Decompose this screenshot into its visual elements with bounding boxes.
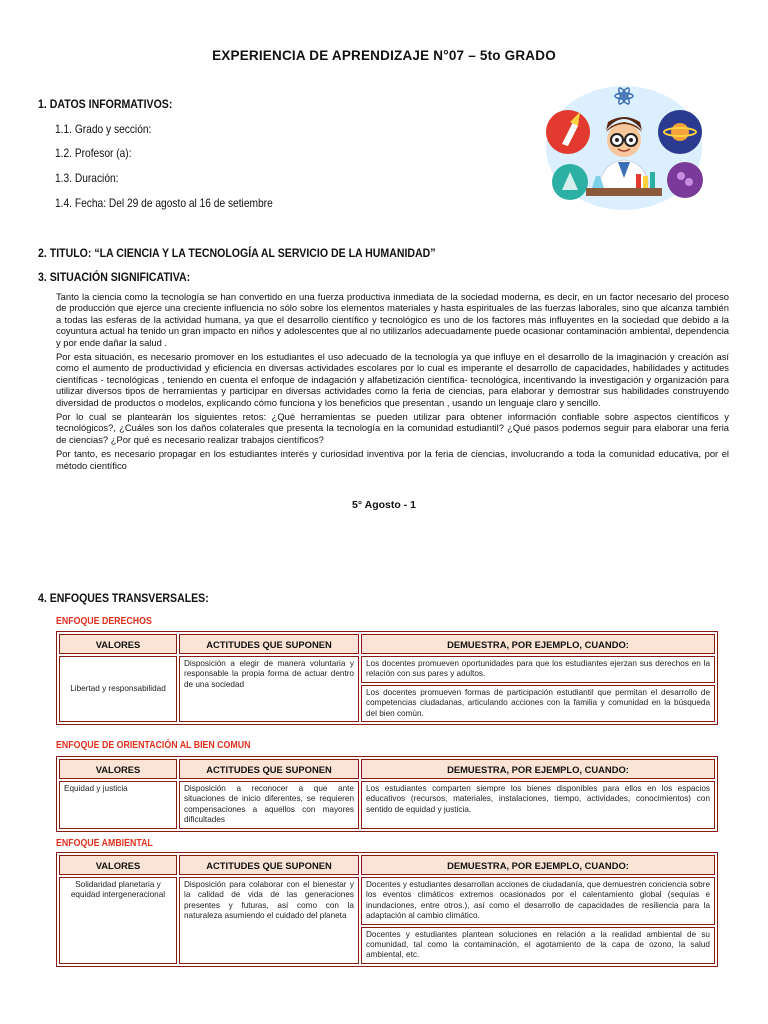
- enfoque-label-bien-comun: ENFOQUE DE ORIENTACIÓN AL BIEN COMUN: [56, 740, 251, 751]
- document-title: EXPERIENCIA DE APRENDIZAJE N°07 – 5to GRADO: [212, 48, 556, 63]
- header-demuestra: DEMUESTRA, POR EJEMPLO, CUANDO:: [361, 634, 715, 654]
- actitud-cell: Disposición para colaborar con el bienestar y la calidad de vida de las generaciones presentes y futuras, así como con la naturaleza asumiendo el cuidado del planeta: [179, 877, 359, 964]
- header-valores: VALORES: [59, 634, 177, 654]
- header-actitudes: ACTITUDES QUE SUPONEN: [179, 759, 359, 779]
- valor-cell: Libertad y responsabilidad: [59, 656, 177, 722]
- paragraph: Por esta situación, es necesario promover en los estudiantes el uso adecuado de la tecnología ya que influye en el desarrollo de la imaginación y creación así como el aumento de productividad y eficiencia en diversas actividades escolares por lo cual es imperante el desarrollo de capacidades, habilidades y actitudes científicas - tecnológicas , teniendo en cuenta el enfoque de indagación y alfabetización científica- tecnológica, incentivando la investigación y organización para utilizar diversos tipos de herramientas y participar en diversas actividades como la feria de ciencias, para elaborar y demostrar sus habilidades construyendo diversidad de productos o modelos, explicando cómo funciona y los beneficios que presentan , usando un lenguaje claro y sencillo.: [56, 351, 729, 408]
- ejemplo-cell: Docentes y estudiantes desarrollan acciones de ciudadanía, que demuestren conciencia sobre los eventos climáticos extremos ocasionados por el calentamiento global (sequías e inundaciones, entre otros.), así como el desarrollo de capacidades de resiliencia para la adaptación al cambio climático.: [361, 877, 715, 925]
- table-row: [59, 781, 715, 829]
- paragraph: Por lo cual se plantearán los siguientes retos: ¿Qué herramientas se pueden utilizar para obtener información confiable sobre aspectos científicos y tecnológicos?, ¿Cuáles son los daños colaterales que presenta la tecnología en la comunidad estudiantil? ¿Qué pasos podemos seguir para elaborar una feria de ciencias? ¿Por qué es necesario realizar trabajos científicos?: [56, 411, 729, 445]
- info-duracion: 1.3. Duración:: [55, 171, 119, 185]
- enfoque-label-ambiental: ENFOQUE AMBIENTAL: [56, 838, 153, 849]
- enfoque-table-bien-comun: [56, 756, 718, 832]
- header-valores: VALORES: [59, 759, 177, 779]
- enfoque-table-derechos: [56, 631, 718, 725]
- section-heading-enfoques: 4. ENFOQUES TRANSVERSALES:: [38, 591, 209, 605]
- section-heading-titulo: 2. TITULO: “LA CIENCIA Y LA TECNOLOGÍA AL SERVICIO DE LA HUMANIDAD”: [38, 246, 436, 260]
- ejemplo-cell: Docentes y estudiantes plantean soluciones en relación a la realidad ambiental de su comunidad, tal como la contaminación, el agotamiento de la capa de ozono, la salud ambiental, etc.: [361, 927, 715, 964]
- header-actitudes: ACTITUDES QUE SUPONEN: [179, 855, 359, 875]
- info-profesor: 1.2. Profesor (a):: [55, 146, 132, 160]
- section-heading-datos: 1. DATOS INFORMATIVOS:: [38, 97, 173, 111]
- situacion-paragraphs: [56, 291, 729, 474]
- valor-cell: Solidaridad planetaria y equidad intergeneracional: [59, 877, 177, 964]
- info-grado: 1.1. Grado y sección:: [55, 122, 152, 136]
- header-demuestra: DEMUESTRA, POR EJEMPLO, CUANDO:: [361, 855, 715, 875]
- header-actitudes: ACTITUDES QUE SUPONEN: [179, 634, 359, 654]
- table-row: [59, 877, 715, 925]
- paragraph: Tanto la ciencia como la tecnología se han convertido en una fuerza productiva inmediata de la sociedad moderna, es decir, en un factor necesario del proceso de producción que ejerce una creciente influencia no sólo sobre los elementos materiales y hasta espirituales de las fuerzas laborales, sino que alcanza también a todas las esferas de la actividad humana, ya que el desarrollo científico y tecnológico es uno de los factores más influyentes en la sociedad que debido a la coyuntura actual ha tenido un gran impacto en niños y adolescentes que al no utilizarlos adecuadamente puede ocasionar contaminación ambiental, dependencia y por ende dañar la salud .: [56, 291, 729, 348]
- ejemplo-cell: Los docentes promueven oportunidades para que los estudiantes ejerzan sus derechos en la relación con sus pares y adultos.: [361, 656, 715, 683]
- valor-cell: Equidad y justicia: [59, 781, 177, 829]
- header-valores: VALORES: [59, 855, 177, 875]
- table-row: [59, 656, 715, 683]
- ejemplo-cell: Los estudiantes comparten siempre los bienes disponibles para ellos en los espacios educativos (recursos, materiales, instalaciones, tiempo, actividades, conocimientos) con sentido de equidad y justicia.: [361, 781, 715, 829]
- enfoque-label-derechos: ENFOQUE DERECHOS: [56, 616, 152, 627]
- section-heading-situacion: 3. SITUACIÓN SIGNIFICATIVA:: [38, 270, 191, 284]
- enfoque-table-ambiental: [56, 852, 718, 967]
- header-demuestra: DEMUESTRA, POR EJEMPLO, CUANDO:: [361, 759, 715, 779]
- ejemplo-cell: Los docentes promueven formas de participación estudiantil que permitan el desarrollo de competencias ciudadanas, articulando acciones con la familia y comunidad en la búsqueda del bien común.: [361, 685, 715, 722]
- scientist-kid-illustration: [540, 82, 710, 218]
- actitud-cell: Disposición a reconocer a que ante situaciones de inicio diferentes, se requieren compensaciones a aquellos con mayores dificultades: [179, 781, 359, 829]
- actitud-cell: Disposición a elegir de manera voluntaria y responsable la propia forma de actuar dentro de una sociedad: [179, 656, 359, 722]
- paragraph: Por tanto, es necesario propagar en los estudiantes interés y curiosidad inventiva por la feria de ciencias, involucrando a toda la comunidad educativa, por el método científico: [56, 448, 729, 471]
- info-fecha: 1.4. Fecha: Del 29 de agosto al 16 de setiembre: [55, 196, 273, 210]
- date-note: 5° Agosto - 1: [352, 499, 416, 511]
